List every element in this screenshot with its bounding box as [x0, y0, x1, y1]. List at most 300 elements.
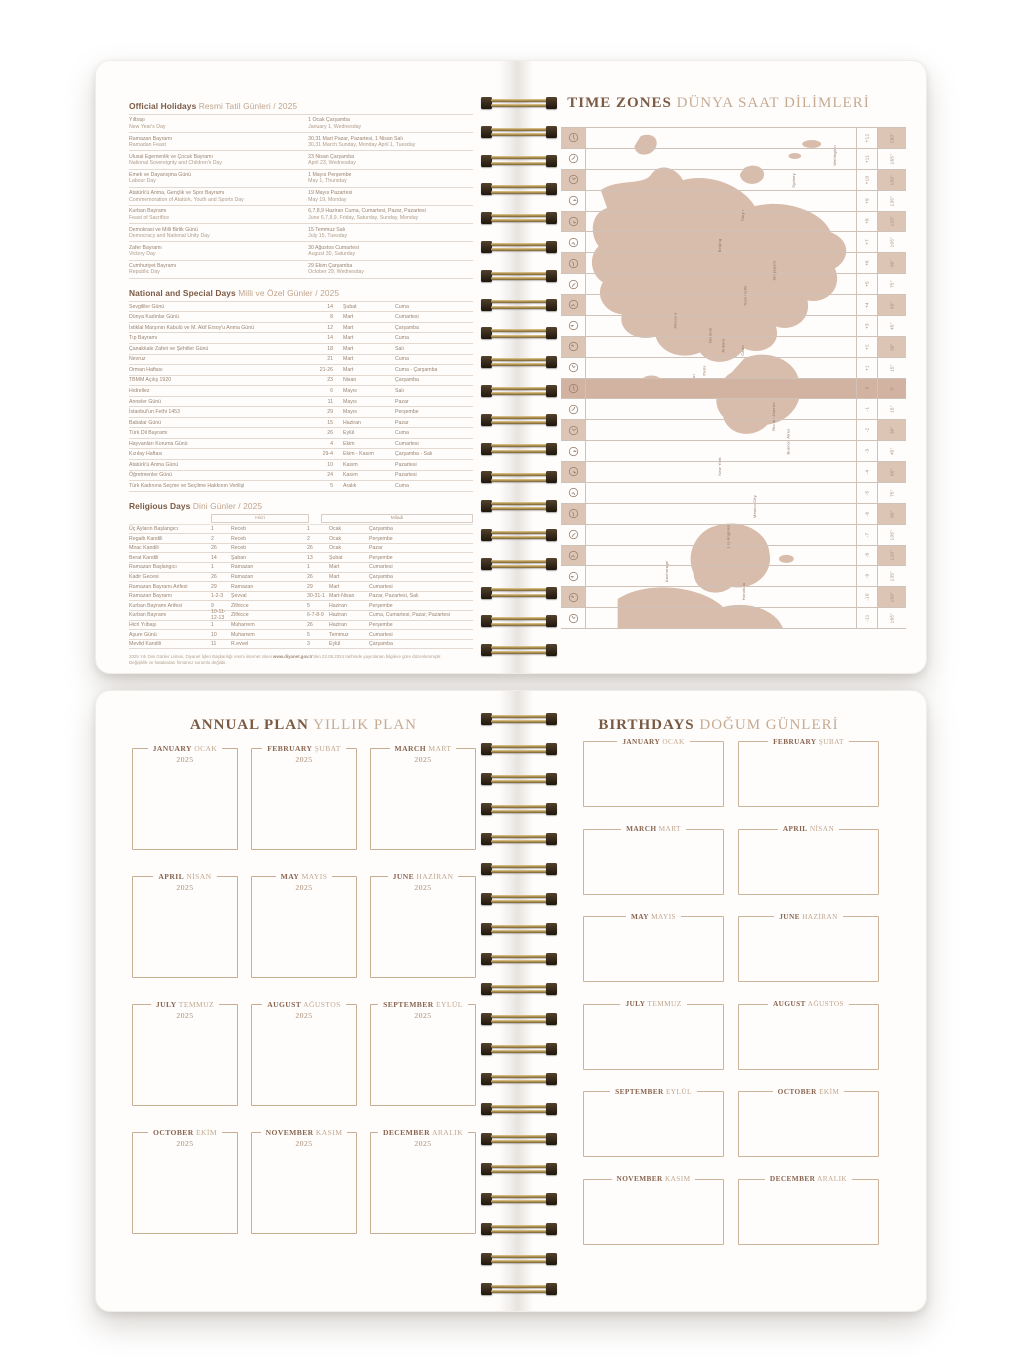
holiday-date-tr: 19 Mayıs Pazartesi — [308, 190, 353, 197]
spiral-wire — [491, 720, 547, 723]
city-label: Beijing — [717, 239, 723, 253]
spiral-loop — [481, 893, 557, 905]
official-holiday-row — [129, 115, 473, 133]
spiral-wires — [491, 1133, 547, 1145]
time-zone-row — [561, 566, 906, 587]
clock-cell — [561, 170, 586, 190]
spiral-wire — [491, 870, 547, 873]
national-day-date: 10 — [327, 461, 333, 468]
hicri-month: Zilhicce — [231, 612, 249, 619]
clock-cell — [561, 295, 586, 315]
month-name-tr: TEMMUZ — [178, 999, 215, 1009]
longitude-cell — [877, 379, 906, 399]
spiral-loop — [481, 1073, 557, 1085]
national-day-row — [129, 312, 473, 323]
spiral-wire — [491, 133, 547, 136]
utc-offset-cell — [856, 546, 877, 566]
birthdays-grid — [583, 736, 879, 1245]
holiday-dates — [308, 136, 473, 149]
spiral-cap-right — [546, 833, 557, 845]
spiral-wire — [491, 1105, 547, 1108]
spiral-wire — [491, 214, 547, 217]
spiral-cap-right — [546, 529, 557, 541]
national-day-month: Mart — [343, 356, 354, 363]
utc-offset-label: -5 — [864, 490, 870, 496]
national-day-row — [129, 333, 473, 344]
utc-offset-label: -8 — [864, 553, 870, 558]
spiral-loop — [481, 1013, 557, 1025]
spiral-wires — [491, 713, 547, 725]
official-holiday-row — [129, 224, 473, 242]
spiral-wires — [491, 356, 547, 368]
utc-offset-label: +1 — [864, 364, 870, 371]
time-zone-row — [561, 420, 906, 441]
birthday-month-label — [584, 912, 723, 922]
birthdays-title-en: BIRTHDAYS — [598, 717, 695, 733]
spiral-loop — [481, 1043, 557, 1055]
spiral-wire — [491, 1285, 547, 1288]
miladi-weekday: Pazar, Pazartesi, Salı — [369, 593, 419, 600]
hicri-day: 14 — [211, 554, 217, 561]
spiral-wires — [491, 615, 547, 627]
birthday-month-label — [739, 1174, 878, 1184]
clock-cell — [561, 587, 586, 607]
clock-icon — [568, 466, 579, 477]
national-day-name: Orman Haftası — [129, 366, 163, 373]
spiral-wires — [491, 385, 547, 397]
official-holiday-row — [129, 170, 473, 188]
spiral-wires — [491, 953, 547, 965]
holiday-date-tr: 30,31 Mart Pazar, Pazartesi, 1 Nisan Salı — [308, 135, 403, 142]
clock-cell — [561, 462, 586, 482]
annual-month-cell — [370, 871, 476, 978]
spiral-wire — [491, 392, 547, 395]
holiday-date-tr: 1 Mayıs Perşembe — [308, 172, 352, 178]
spiral-cap-right — [546, 863, 557, 875]
longitude-label: 75° — [889, 280, 895, 288]
spiral-wire — [491, 531, 547, 534]
map-band — [586, 128, 856, 148]
spiral-wire — [491, 865, 547, 868]
spiral-loop — [481, 327, 557, 339]
spiral-wire — [491, 473, 547, 476]
birthday-month-label — [584, 737, 723, 747]
miladi-column-header: Miladi — [321, 514, 473, 523]
holiday-name-tr: Kurban Bayramı — [129, 208, 167, 215]
religious-day-name: Ramazan Başlangıcı — [129, 564, 177, 571]
annual-month-year: 2025 — [176, 883, 194, 892]
annual-plan-grid — [132, 743, 476, 1234]
spiral-wire — [491, 1165, 547, 1168]
national-days-list — [129, 301, 473, 492]
utc-offset-label: +11 — [864, 154, 870, 163]
annual-month-box — [370, 871, 476, 978]
national-day-month: Mayıs — [343, 409, 357, 416]
spiral-wire — [491, 300, 547, 303]
time-zone-row — [561, 128, 906, 149]
month-name-en: JANUARY — [622, 736, 661, 746]
footnote-text-pre: 2025 Yılı Dini Günler Listesi, Diyanet İşleri Başkanlığı resmi internet sitesi — [129, 654, 273, 660]
national-day-row — [129, 418, 473, 429]
annual-plan-title-tr: YILLIK PLAN — [313, 717, 418, 733]
miladi-day: 13 — [307, 554, 313, 561]
annual-month-label — [252, 1128, 356, 1138]
holiday-name-tr: Zafer Bayramı — [129, 244, 162, 251]
spiral-wires — [491, 923, 547, 935]
longitude-label: 30° — [889, 342, 895, 351]
clock-cell — [561, 316, 586, 336]
spiral-wire — [491, 1110, 547, 1113]
month-name-en: AUGUST — [267, 999, 302, 1009]
spiral-cap-right — [546, 953, 557, 965]
longitude-label: 90° — [889, 509, 895, 518]
utc-offset-cell — [856, 608, 877, 628]
holiday-names — [129, 245, 308, 258]
birthday-month-label-text — [774, 912, 843, 922]
spiral-cap-right — [546, 615, 557, 627]
annual-month-box — [251, 999, 357, 1106]
spiral-wire — [491, 840, 547, 843]
bottom-spread-page — [95, 690, 927, 1312]
map-band — [586, 483, 856, 503]
spiral-wire — [491, 219, 547, 222]
clock-cell — [561, 546, 586, 566]
religious-day-row — [129, 630, 473, 640]
national-day-weekday: Salı — [395, 387, 404, 394]
utc-offset-label: -9 — [864, 573, 870, 579]
month-name-en: NOVEMBER — [265, 1127, 314, 1137]
national-day-date: 12 — [327, 324, 333, 331]
clock-icon — [568, 529, 579, 540]
miladi-weekday: Çarşamba — [369, 573, 393, 580]
spiral-wire — [491, 1195, 547, 1198]
annual-month-year: 2025 — [414, 755, 432, 764]
holiday-name-en: Democracy and National Unity Day — [129, 233, 210, 240]
national-day-month: Nisan — [343, 377, 357, 384]
spiral-wire — [491, 1015, 547, 1018]
birthday-month-label-text — [620, 999, 686, 1009]
utc-offset-label: +3 — [864, 322, 870, 329]
month-name-en: JANUARY — [152, 743, 192, 753]
birthday-month-label — [584, 1087, 723, 1097]
national-day-date: 11 — [327, 398, 333, 405]
holiday-dates — [308, 208, 473, 221]
spiral-wires — [491, 97, 547, 109]
holiday-names — [129, 208, 308, 221]
holiday-date-en: July 15, Tuesday — [308, 233, 348, 240]
spiral-wires — [491, 893, 547, 905]
annual-month-label — [133, 1000, 237, 1010]
spiral-wires — [491, 1103, 547, 1115]
miladi-weekday: Pazar — [369, 545, 383, 552]
national-day-name: İstiklal Marşının Kabulü ve M. Akif Ersoy'u Anma Günü — [129, 324, 254, 331]
month-name-tr: HAZİRAN — [416, 871, 454, 881]
spiral-loop — [481, 471, 557, 483]
spiral-wire — [491, 335, 547, 338]
birthday-month-label — [584, 1174, 723, 1184]
spiral-wire — [491, 560, 547, 563]
clock-cell — [561, 420, 586, 440]
map-band — [586, 358, 856, 378]
city-label: Los Angeles — [725, 524, 731, 549]
national-day-weekday: Çarşamba - Salı — [395, 451, 433, 458]
longitude-cell — [877, 441, 906, 461]
birthday-month-box — [738, 736, 879, 807]
spiral-loop — [481, 97, 557, 109]
spiral-wires — [491, 500, 547, 512]
national-day-row — [129, 407, 473, 418]
city-label: Tokyo — [740, 209, 746, 222]
birthday-month-box — [583, 1086, 724, 1157]
miladi-month: Ocak — [329, 525, 342, 532]
miladi-day: 29 — [307, 583, 313, 590]
spiral-wire — [491, 930, 547, 933]
utc-offset-label: +12 — [864, 133, 870, 143]
miladi-weekday: Çarşamba — [369, 525, 393, 532]
time-zones-title — [511, 95, 926, 112]
religious-table-headers — [129, 514, 473, 523]
clock-icon — [568, 258, 579, 269]
utc-offset-label: -11 — [864, 614, 870, 622]
religious-day-row — [129, 534, 473, 544]
clock-icon — [568, 279, 579, 290]
spiral-cap-right — [546, 327, 557, 339]
national-day-month: Eylül — [343, 430, 355, 437]
national-day-name: Türk Dil Bayramı — [129, 430, 168, 437]
national-day-date: 18 — [327, 345, 333, 352]
spiral-wires — [491, 1193, 547, 1205]
spiral-cap-right — [546, 1223, 557, 1235]
top-spread-page — [95, 60, 927, 674]
birthday-month-label-text — [773, 1087, 845, 1097]
birthday-month-label-text — [765, 1174, 852, 1184]
birthday-month-label — [739, 737, 878, 747]
national-day-month: Ekim — [343, 440, 355, 447]
national-day-date: 8 — [330, 314, 333, 321]
national-days-title — [129, 288, 473, 298]
city-label: Paris — [701, 365, 707, 377]
holiday-name-en: National Sovereignty and Children's Day — [129, 160, 222, 167]
official-holidays-title-en: Official Holidays — [129, 101, 197, 111]
annual-month-cell — [251, 871, 357, 978]
longitude-cell — [877, 128, 906, 148]
spiral-wire — [491, 387, 547, 390]
spiral-wire — [491, 1170, 547, 1173]
birthday-month-box — [583, 999, 724, 1070]
spiral-loop — [481, 356, 557, 368]
month-name-en: JULY — [625, 999, 646, 1008]
hicri-month: Ramazan — [231, 573, 254, 580]
birthday-month-box — [738, 1086, 879, 1157]
month-name-tr: EYLÜL — [435, 999, 463, 1009]
annual-month-cell — [132, 1127, 238, 1234]
longitude-label: 180° — [889, 132, 895, 144]
national-day-date: 15 — [327, 419, 333, 426]
map-band — [586, 295, 856, 315]
annual-month-label-text — [388, 872, 459, 882]
annual-month-cell — [251, 999, 357, 1106]
spiral-wire — [491, 507, 547, 510]
holiday-names — [129, 263, 308, 276]
religious-day-name: Üç Ayların Başlangıcı — [129, 525, 179, 532]
clock-cell — [561, 128, 586, 148]
hicri-day: 1 — [211, 564, 214, 571]
birthday-month-box — [583, 1174, 724, 1245]
clock-cell — [561, 379, 586, 399]
birthday-month-label-text — [610, 1087, 697, 1097]
miladi-day: 2 — [307, 535, 310, 542]
miladi-weekday: Cuma, Cumartesi, Pazar, Pazartesi — [369, 612, 451, 619]
clock-cell — [561, 504, 586, 524]
spiral-wire — [491, 358, 547, 361]
spiral-wire — [491, 128, 547, 131]
religious-day-row — [129, 563, 473, 573]
map-band — [586, 253, 856, 273]
month-name-en: SEPTEMBER — [615, 1086, 664, 1096]
spiral-wires — [491, 471, 547, 483]
holiday-dates — [308, 245, 473, 258]
spiral-wire — [491, 955, 547, 958]
spiral-loop — [481, 299, 557, 311]
clock-icon — [568, 613, 579, 624]
time-zone-row — [561, 546, 906, 567]
hicri-month: Ramazan — [231, 564, 254, 571]
miladi-weekday: Çarşamba — [369, 641, 393, 648]
national-day-weekday: Çarşamba — [395, 324, 419, 331]
annual-month-cell — [370, 999, 476, 1106]
religious-day-row — [129, 611, 473, 621]
longitude-cell — [877, 337, 906, 357]
spiral-loop — [481, 270, 557, 282]
utc-offset-cell — [856, 295, 877, 315]
utc-offset-cell — [856, 253, 877, 273]
holiday-date-tr: 1 Ocak Çarşamba — [308, 117, 350, 124]
national-days-title-tr: Milli ve Özel Günler / 2025 — [238, 287, 340, 298]
time-zone-row — [561, 191, 906, 212]
national-day-month: Mayıs — [343, 398, 357, 405]
spiral-loop — [481, 615, 557, 627]
clock-icon — [568, 383, 579, 394]
annual-month-label — [371, 872, 475, 882]
miladi-day: 26 — [307, 545, 313, 552]
religious-day-row — [129, 601, 473, 611]
miladi-day: 26 — [307, 621, 313, 628]
clock-cell — [561, 566, 586, 586]
clock-icon — [568, 341, 579, 352]
longitude-cell — [877, 253, 906, 273]
hicri-month: Muharrem — [231, 631, 255, 638]
national-day-weekday: Pazartesi — [395, 461, 417, 468]
spiral-wire — [491, 272, 547, 275]
spiral-cap-right — [546, 893, 557, 905]
utc-offset-label: 0 — [864, 387, 870, 390]
month-name-tr: ARALIK — [817, 1174, 848, 1183]
longitude-label: 90° — [889, 259, 895, 268]
hicri-column-header: Hicri — [211, 514, 309, 523]
annual-month-cell — [370, 743, 476, 850]
longitude-cell — [877, 462, 906, 482]
religious-days-title-en: Religious Days — [129, 500, 191, 511]
birthdays-title-tr: DOĞUM GÜNLERİ — [699, 717, 839, 733]
religious-header-spacer — [129, 514, 211, 523]
national-day-name: Öğretmenler Günü — [129, 472, 172, 479]
hicri-month: R.evvel — [231, 641, 249, 648]
birthday-month-label — [739, 912, 878, 922]
utc-offset-cell — [856, 212, 877, 232]
holiday-name-tr: Ramazan Bayramı — [129, 135, 172, 142]
annual-month-box — [370, 999, 476, 1106]
time-zones-title-en: TIME ZONES — [567, 95, 672, 111]
time-zone-row — [561, 399, 906, 420]
hicri-month: Muharrem — [231, 621, 255, 628]
holiday-name-en: Ramadan Feast — [129, 142, 166, 148]
hicri-month: Zilhicce — [231, 602, 249, 609]
spiral-wires — [491, 1043, 547, 1055]
clock-icon — [568, 216, 579, 227]
utc-offset-cell — [856, 525, 877, 545]
official-holidays-list — [129, 114, 473, 279]
month-name-tr: AĞUSTOS — [303, 999, 341, 1009]
utc-offset-label: +4 — [864, 302, 870, 308]
utc-offset-cell — [856, 441, 877, 461]
clock-cell — [561, 358, 586, 378]
time-zone-row — [561, 358, 906, 379]
holiday-date-en: October 29, Wednesday — [308, 269, 364, 276]
holiday-date-en: May 19, Monday — [308, 196, 347, 203]
holiday-name-en: Republic Day — [129, 269, 160, 276]
longitude-cell — [877, 295, 906, 315]
city-label: Buenos Aires — [785, 428, 791, 455]
religious-day-row — [129, 525, 473, 535]
holiday-name-en: Victory Day — [129, 251, 156, 258]
holiday-name-tr: Demokrasi ve Milli Birlik Günü — [129, 226, 198, 233]
month-name-tr: OCAK — [194, 743, 218, 753]
month-name-tr: EKİM — [195, 1127, 217, 1137]
holiday-names — [129, 136, 308, 149]
longitude-label: 60° — [889, 301, 895, 309]
annual-month-label-text — [151, 1000, 219, 1010]
religious-days-list — [129, 524, 473, 650]
utc-offset-label: -7 — [864, 532, 870, 537]
time-zone-row — [561, 441, 906, 462]
spiral-loop — [481, 241, 557, 253]
holiday-names — [129, 190, 308, 203]
spiral-wire — [491, 191, 547, 194]
clock-icon — [568, 425, 579, 436]
month-name-tr: ARALIK — [431, 1127, 464, 1137]
spiral-cap-right — [546, 1073, 557, 1085]
time-zone-row — [561, 274, 906, 295]
spiral-wires — [491, 1253, 547, 1265]
hicri-day: 2 — [211, 535, 214, 542]
map-band — [586, 379, 856, 399]
spiral-wire — [491, 588, 547, 591]
annual-month-cell — [132, 743, 238, 850]
longitude-label: 75° — [889, 488, 895, 497]
religious-day-name: Regaib Kandili — [129, 535, 163, 542]
national-day-weekday: Pazartesi — [395, 472, 417, 479]
utc-offset-label: -2 — [864, 427, 870, 433]
utc-offset-label: +9 — [864, 197, 870, 204]
utc-offset-cell — [856, 587, 877, 607]
longitude-label: 0° — [889, 385, 895, 391]
national-day-month: Mayıs — [343, 387, 357, 394]
time-zone-row — [561, 170, 906, 191]
spiral-wire — [491, 805, 547, 808]
national-day-month: Mart — [343, 345, 354, 352]
miladi-weekday: Perşembe — [369, 535, 393, 542]
spiral-wire — [491, 565, 547, 568]
